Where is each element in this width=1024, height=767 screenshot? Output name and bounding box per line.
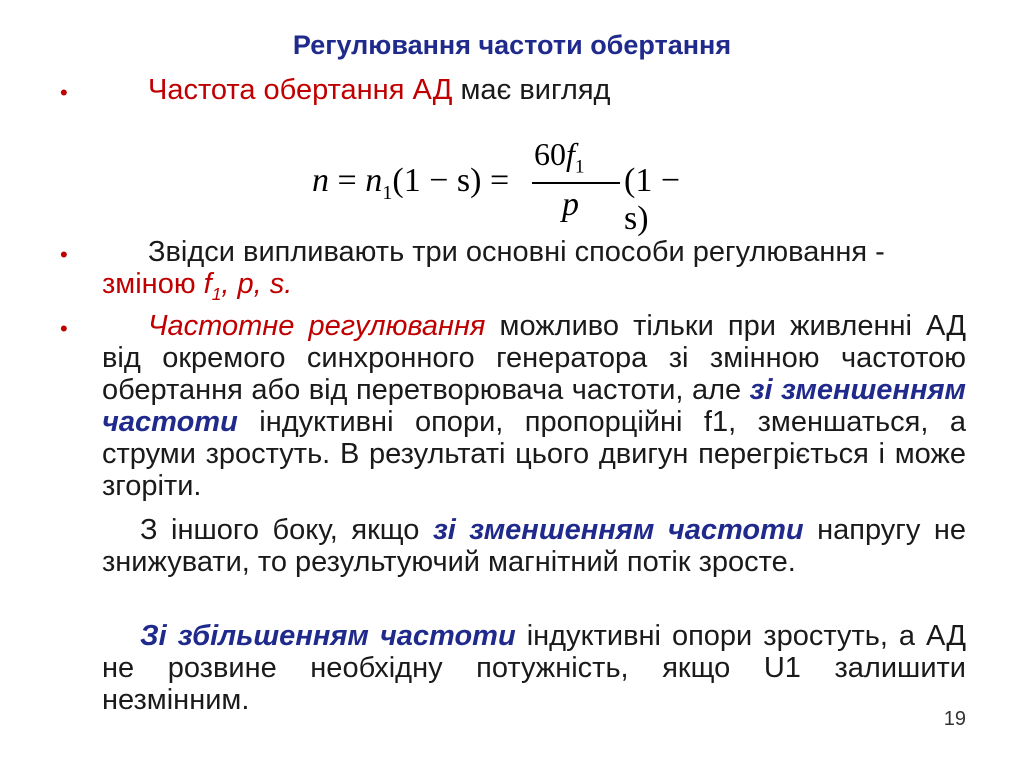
p2-vars: , p, s. xyxy=(221,268,293,300)
p4-blue: зі зменшенням частоти xyxy=(432,514,804,546)
paragraph-4 xyxy=(102,514,966,578)
formula-rhs: (1 − s) xyxy=(624,162,680,237)
p3-red: Частотне регулювання xyxy=(148,310,486,342)
formula-fraction-line xyxy=(532,182,620,184)
p3-text2: індуктивні опори, пропорційні f1, зменшаться, а струми зростуть. В результаті цього двигун перегріється і може згоріти. xyxy=(102,406,966,502)
p5-blue: Зі збільшенням частоти xyxy=(140,620,516,652)
formula-numerator: $60f_1$ xyxy=(534,136,585,178)
paragraph-3 xyxy=(102,310,966,502)
p5-text: індуктивні опори зростуть, а АД не розвине необхідну потужність, якщо U1 залишити незмінним. xyxy=(102,620,967,716)
paragraph-2: Звідси випливають три основні способи регулювання - зміною $f_1$, p, s. xyxy=(102,236,885,304)
p4-text1: З іншого боку, якщо xyxy=(140,514,433,546)
p3-blue: зі зменшенням частоти xyxy=(102,374,966,438)
bullet-3: • xyxy=(60,316,68,341)
p4-text2: напругу не знижувати, то результуючий магнітний потік зросте. xyxy=(102,514,966,578)
formula xyxy=(312,122,712,237)
paragraph-5 xyxy=(102,620,966,716)
bullet-1: • xyxy=(60,80,68,105)
bullet-2: • xyxy=(60,242,68,267)
p2-red: зміною xyxy=(102,268,204,300)
p3-text1: можливо тільки при живленні АД від окремого синхронного генератора зі змінною частотою обертання або від перетворювача частоти, але xyxy=(102,310,966,406)
p2-text: Звідси випливають три основні способи регулювання - xyxy=(148,236,885,268)
formula-lhs: $n = n_1(1 - s)$ = xyxy=(312,162,510,204)
paragraph-1 xyxy=(102,74,966,106)
slide-title: Регулювання частоти обертання xyxy=(292,30,732,60)
p1-rest: має вигляд xyxy=(452,74,611,106)
formula-denominator: p xyxy=(562,186,579,223)
page-number: 19 xyxy=(943,708,966,730)
p1-red: Частота обертання АД xyxy=(148,74,453,106)
